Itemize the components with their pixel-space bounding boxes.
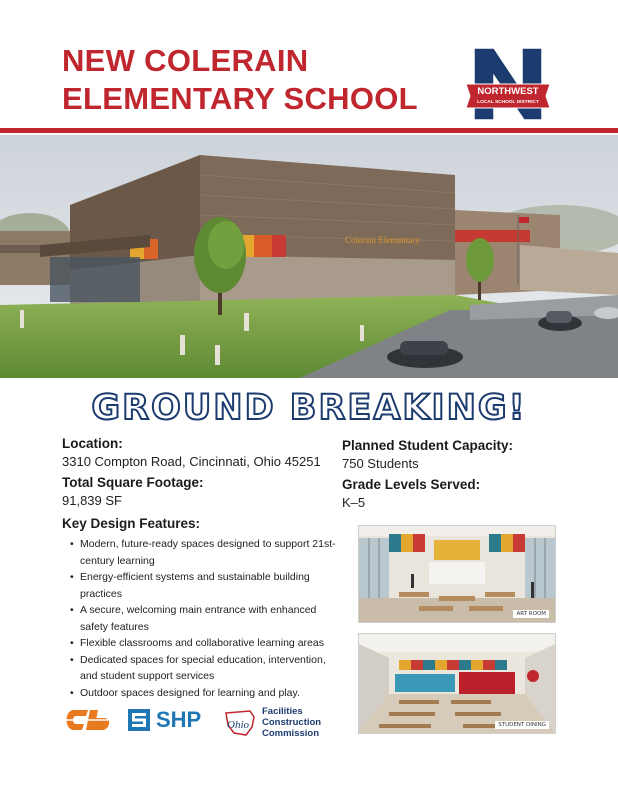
features-title: Key Design Features: (62, 516, 201, 531)
student-dining-photo (358, 633, 556, 734)
feature-item: • Outdoor spaces designed for learning and play. (70, 685, 338, 702)
shp-logo (128, 707, 201, 733)
feature-item: • Modern, future-ready spaces designed to support 21st-century learning (70, 536, 338, 569)
shp-text: SHP (156, 707, 202, 732)
northwest-district-logo (464, 44, 552, 124)
art-room-photo (358, 525, 556, 623)
page-title (62, 42, 418, 118)
shp-mark-icon (128, 709, 150, 731)
logo-text-northwest: NORTHWEST (477, 86, 539, 97)
capacity-label: Planned Student Capacity: (342, 438, 514, 453)
title-line-1: NEW COLERAIN (62, 43, 309, 78)
header-divider (0, 128, 618, 133)
feature-item: • Dedicated spaces for special education, intervention, and student support services (70, 652, 338, 685)
ohio-script: Ohio (227, 718, 249, 731)
grades-label: Grade Levels Served: (342, 477, 481, 492)
capacity-value: 750 Students (342, 456, 419, 471)
fcc-line-1: Facilities (262, 706, 303, 717)
location-value: 3310 Compton Road, Cincinnati, Ohio 45251 (62, 454, 321, 469)
features-list (70, 536, 338, 701)
logo-text-district: LOCAL SCHOOL DISTRICT (477, 100, 539, 105)
feature-item: • Energy-efficient systems and sustainable building practices (70, 569, 338, 602)
location-label: Location: (62, 436, 123, 451)
footage-value: 91,839 SF (62, 493, 122, 508)
building-rendering (0, 135, 618, 378)
fcc-text (262, 706, 321, 739)
cd-logo (62, 706, 112, 734)
building-sign: Colerain Elementary (345, 235, 420, 245)
feature-item: • Flexible classrooms and collaborative learning areas (70, 635, 338, 652)
art-room-label: ART ROOM (513, 610, 549, 618)
ohio-fcc-logo (222, 706, 321, 739)
ohio-state-icon (222, 709, 258, 737)
fcc-line-3: Commission (262, 728, 320, 739)
footage-label: Total Square Footage: (62, 475, 204, 490)
title-line-2: ELEMENTARY SCHOOL (62, 81, 418, 116)
ground-breaking-banner: GROUND BREAKING! (91, 388, 527, 428)
student-dining-label: STUDENT DINING (495, 721, 549, 729)
feature-item: • A secure, welcoming main entrance with enhanced safety features (70, 602, 338, 635)
fcc-line-2: Construction (262, 717, 322, 728)
grades-value: K–5 (342, 495, 366, 510)
